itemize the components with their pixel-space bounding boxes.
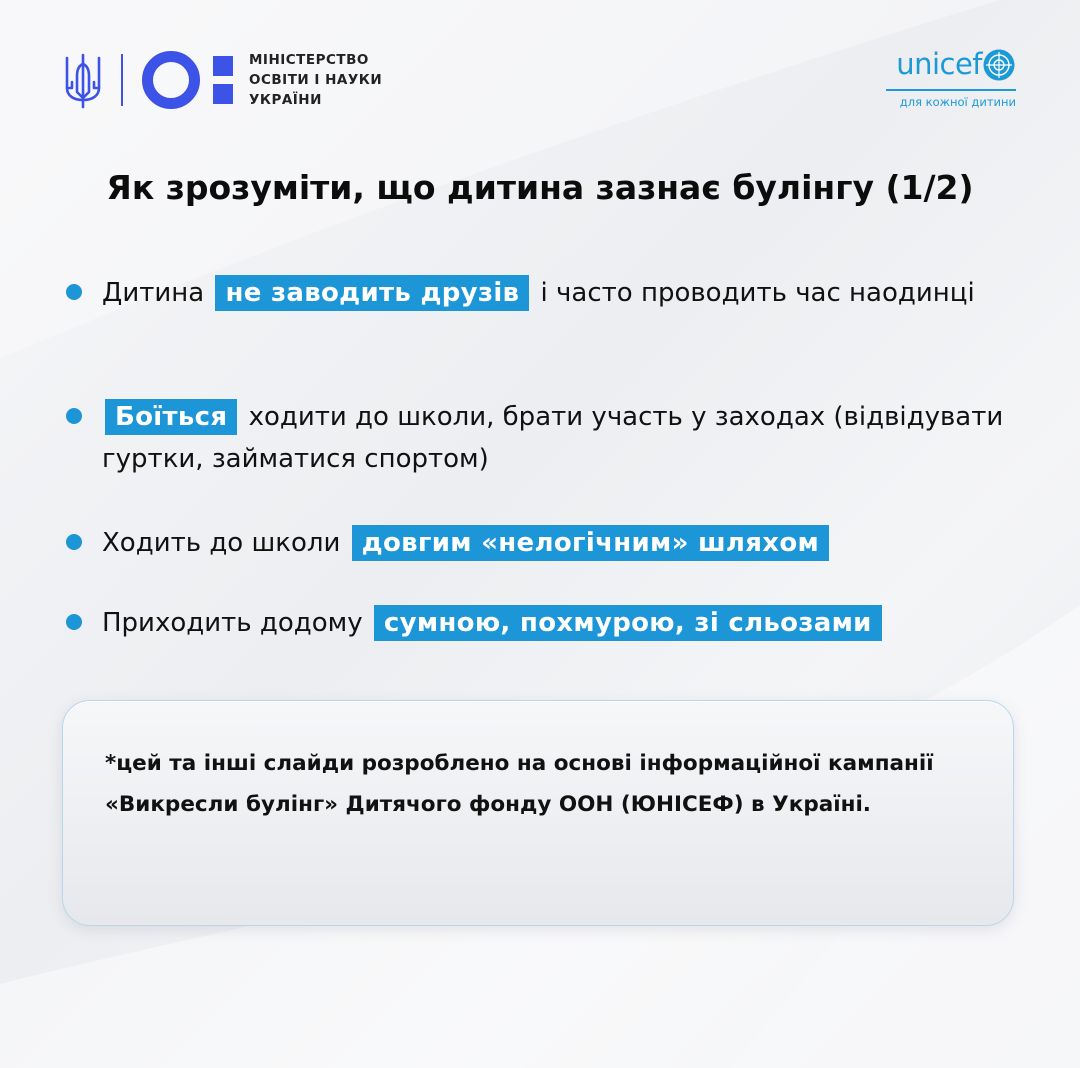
unicef-tagline: для кожної дитини (899, 95, 1016, 109)
logo-separator (121, 54, 123, 106)
ministry-line: МІНІСТЕРСТВО (249, 52, 369, 68)
bullet-dot-icon (66, 534, 82, 550)
ministry-line: ОСВІТИ І НАУКИ (249, 72, 383, 88)
list-item (66, 272, 1052, 314)
highlight: Боїться (105, 399, 237, 435)
highlight: довгим «нелогічним» шляхом (352, 525, 829, 561)
bullet-dot-icon (66, 614, 82, 630)
highlight: сумною, похмурою, зі сльозами (374, 605, 882, 641)
highlight: не заводить друзів (215, 275, 529, 311)
ministry-name (249, 50, 382, 110)
bullet-text: Приходить додому (102, 608, 363, 638)
mon-logo-icon (140, 50, 236, 110)
note-text: *цей та інші слайди розроблено на основі інформаційної кампанії «Викресли булінг» Дитячого фонду ООН (ЮНІСЕФ) в Україні. (105, 751, 934, 817)
note-card (62, 700, 1014, 926)
ministry-line: УКРАЇНИ (249, 92, 322, 108)
list-item (66, 602, 1052, 644)
page-title: Як зрозуміти, що дитина зазнає булінгу (1/2) (106, 168, 974, 207)
list-item (66, 396, 1052, 480)
bullet-dot-icon (66, 284, 82, 300)
bullet-text: Дитина (102, 278, 205, 308)
list-item (66, 522, 1052, 564)
bullet-text: ходити до школи, брати участь у заходах (відвідувати гуртки, займатися спортом) (102, 402, 1004, 474)
bullet-text: Ходить до школи (102, 528, 341, 558)
unicef-logo (884, 44, 1024, 124)
unicef-wordmark: unicef (896, 47, 982, 81)
bullet-text: і часто проводить час наодинці (540, 278, 975, 308)
header (64, 44, 1024, 124)
trident-icon (64, 52, 102, 110)
un-globe-icon (982, 48, 1016, 82)
bullet-dot-icon (66, 408, 82, 424)
unicef-underline (886, 89, 1016, 91)
